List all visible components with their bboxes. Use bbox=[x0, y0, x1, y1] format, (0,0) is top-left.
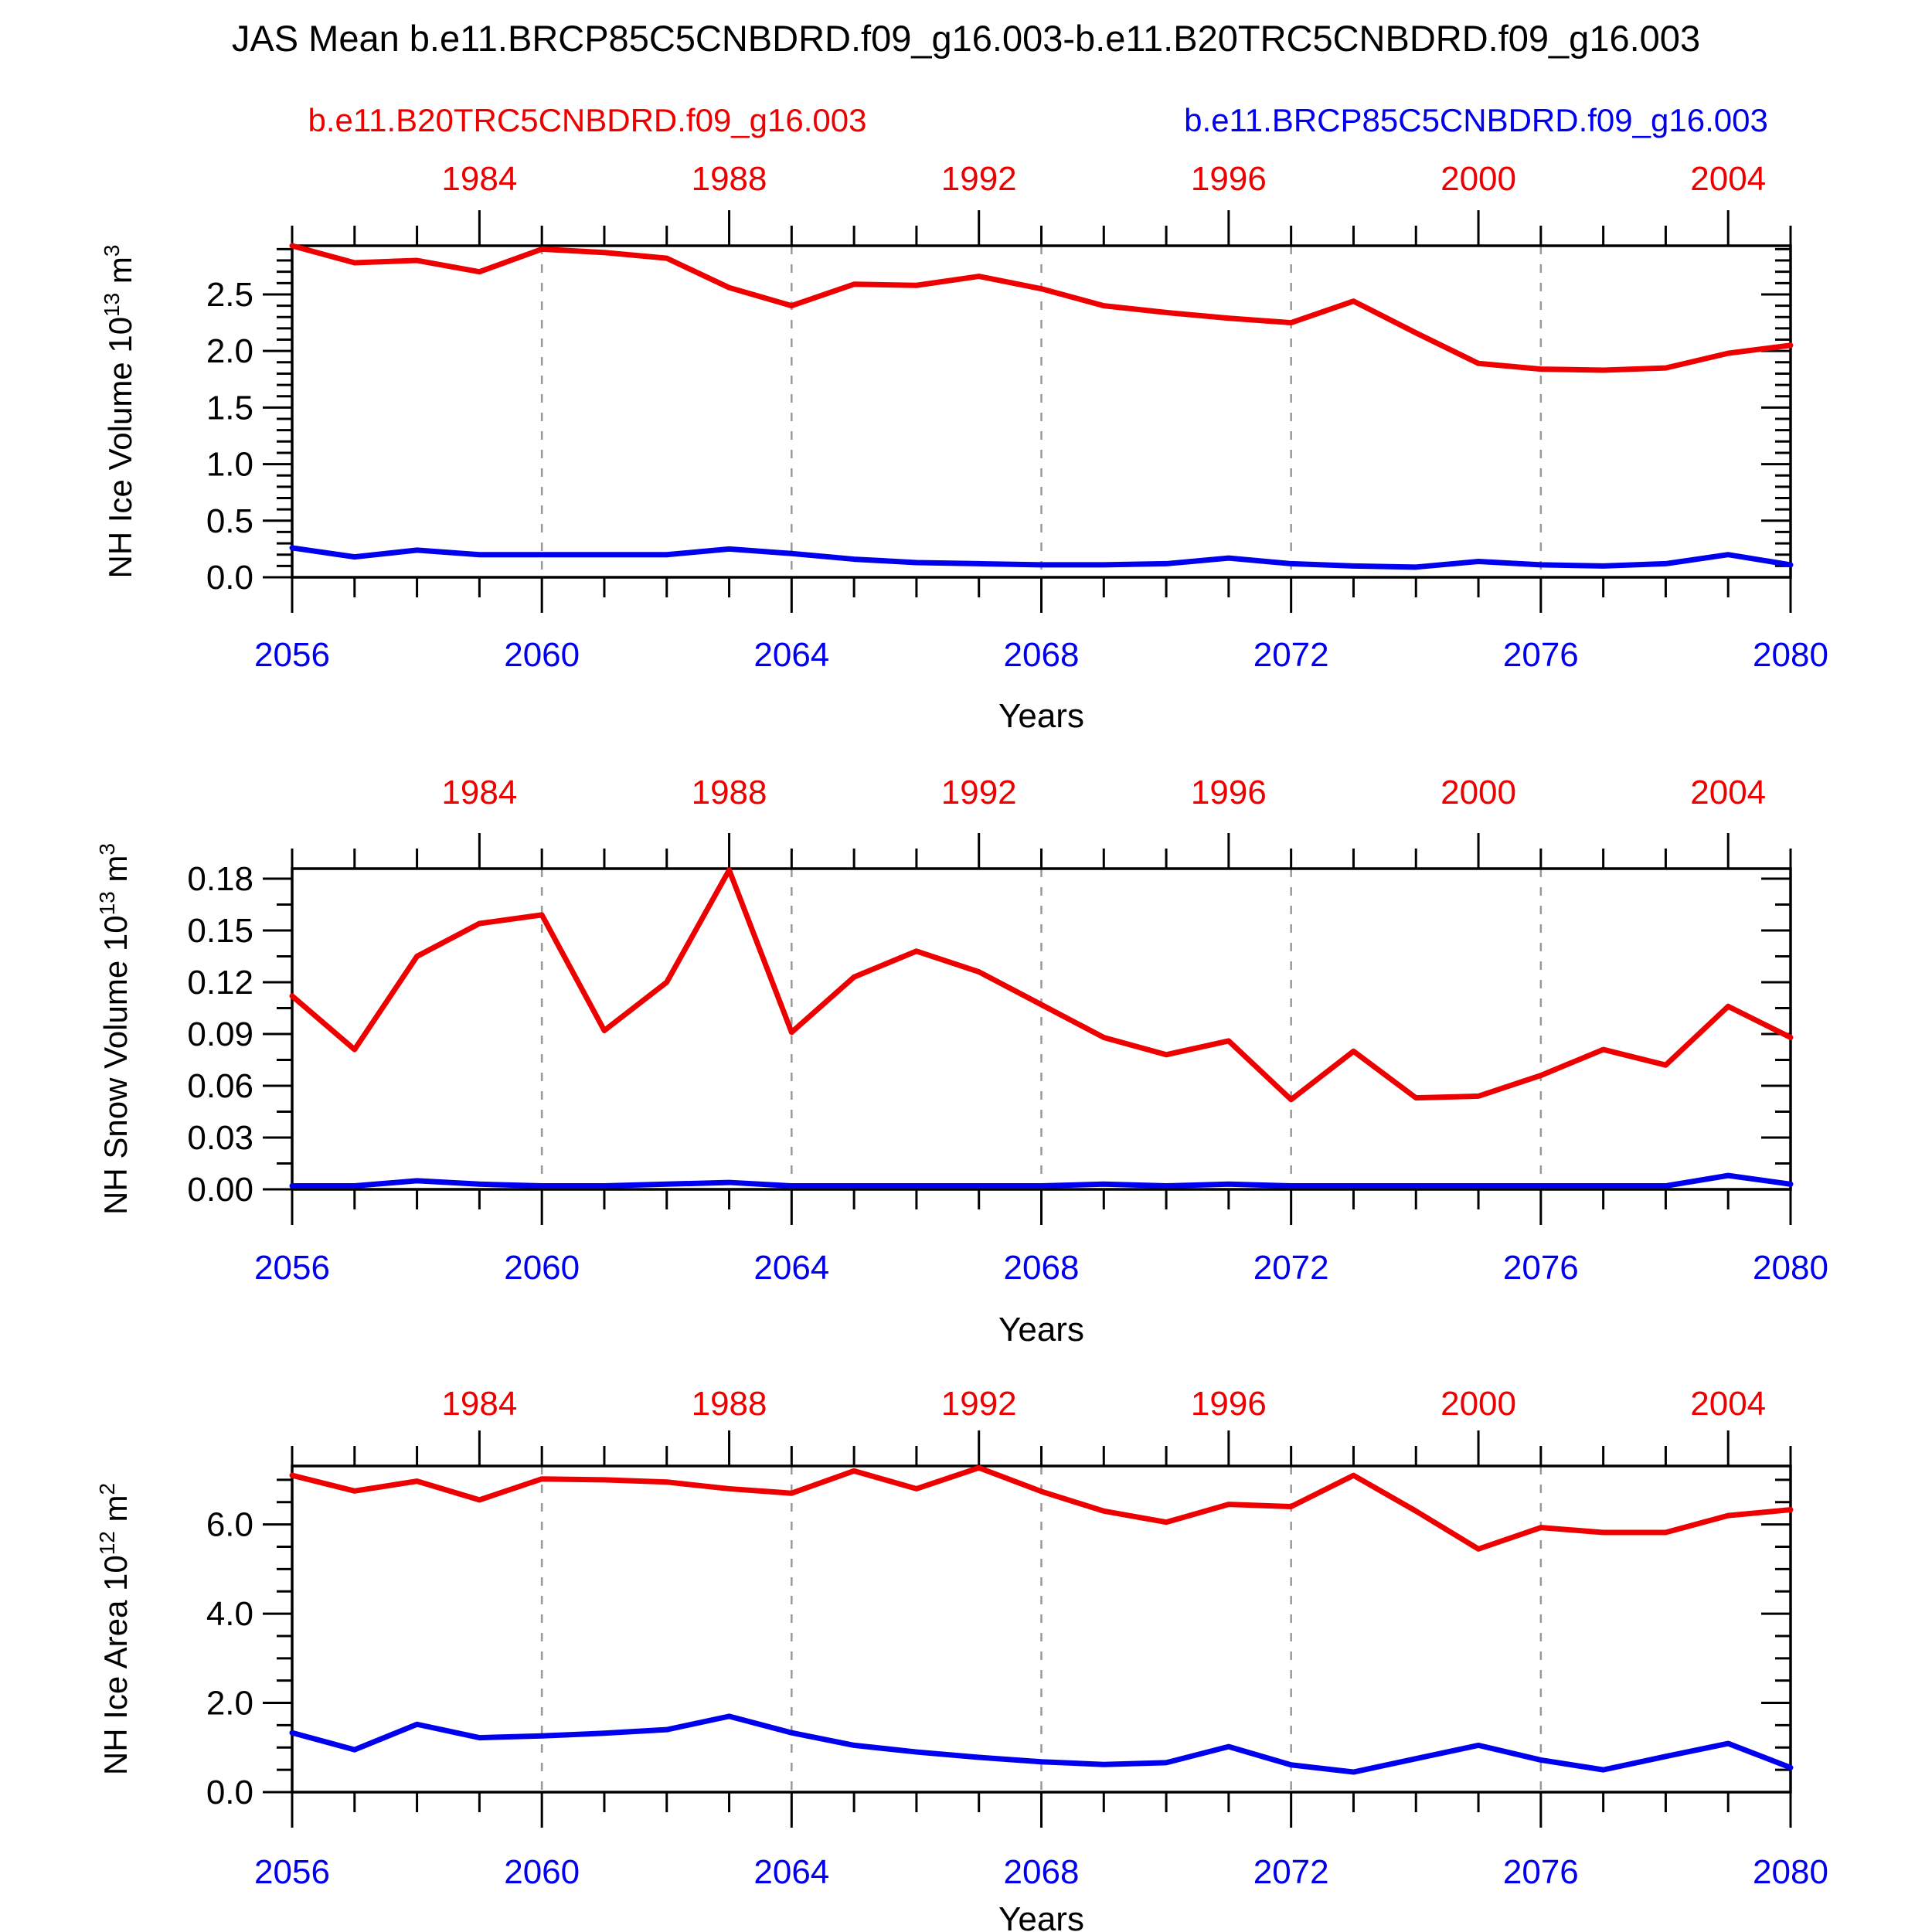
panel-2-bottom-axis-label: 2076 bbox=[1502, 1249, 1579, 1287]
panel-1-top-axis-label: 2004 bbox=[1690, 160, 1767, 198]
panel-3-bottom-axis-label: 2068 bbox=[1003, 1853, 1080, 1891]
panel-1-top-axis-label: 1988 bbox=[691, 160, 767, 198]
panel-2-yaxis-title: NH Snow Volume $10^{13}$ $m^3$ bbox=[95, 843, 134, 1215]
panel-2-ytick-label: 0.18 bbox=[187, 859, 253, 898]
panel-1-bottom-axis-label: 2060 bbox=[504, 636, 580, 674]
panel-3-top-axis-label: 2004 bbox=[1690, 1385, 1767, 1423]
panel-1-ytick-label: 0.5 bbox=[206, 502, 253, 540]
panel-2-series-blue bbox=[292, 1175, 1791, 1185]
panel-2-bottom-axis-label: 2068 bbox=[1003, 1249, 1080, 1287]
panel-2-xaxis-title: Years bbox=[998, 1311, 1084, 1349]
panel-3-bottom-axis-label: 2064 bbox=[753, 1853, 830, 1891]
panel-2-bottom-axis-label: 2064 bbox=[753, 1249, 830, 1287]
panel-3-ytick-label: 0.0 bbox=[206, 1774, 253, 1811]
panel-1-ytick-label: 1.5 bbox=[206, 389, 253, 427]
panel-1-top-axis-label: 1992 bbox=[940, 160, 1017, 198]
panel-3-top-axis-label: 1992 bbox=[940, 1385, 1017, 1423]
panel-2-top-axis-label: 1984 bbox=[441, 774, 518, 811]
panel-2-bottom-axis-label: 2080 bbox=[1753, 1249, 1828, 1287]
panel-2-ytick-label: 0.00 bbox=[187, 1171, 253, 1209]
panel-2-ytick-label: 0.03 bbox=[187, 1118, 253, 1157]
panel-2-bottom-axis-label: 2056 bbox=[254, 1249, 330, 1287]
panel-2-top-axis-label: 2000 bbox=[1440, 774, 1516, 811]
panel-3-bottom-axis-label: 2072 bbox=[1253, 1853, 1329, 1891]
panel-2-bottom-axis-label: 2060 bbox=[504, 1249, 580, 1287]
panel-3-bottom-axis-label: 2060 bbox=[504, 1853, 580, 1891]
panel-1-bottom-axis-label: 2056 bbox=[254, 636, 330, 674]
panel-1-ytick-label: 2.5 bbox=[206, 275, 253, 314]
panel-2-ytick-label: 0.12 bbox=[187, 963, 253, 1002]
panel-3-top-axis-label: 1988 bbox=[691, 1385, 767, 1423]
panel-3-bottom-axis-label: 2076 bbox=[1502, 1853, 1579, 1891]
panel-1-top-axis-label: 2000 bbox=[1440, 160, 1516, 198]
panel-3-ytick-label: 6.0 bbox=[206, 1505, 253, 1544]
panel-2-top-axis-label: 1996 bbox=[1190, 774, 1267, 811]
panel-2-ytick-label: 0.15 bbox=[187, 911, 253, 950]
chart-title: JAS Mean b.e11.BRCP85C5CNBDRD.f09_g16.003-b.e11.B20TRC5CNBDRD.f09_g16.003 bbox=[231, 18, 1701, 59]
panel-3-series-blue bbox=[292, 1716, 1791, 1772]
panel-1-bottom-axis-label: 2064 bbox=[753, 636, 830, 674]
panel-3-frame bbox=[292, 1466, 1791, 1792]
panel-2-ytick-label: 0.09 bbox=[187, 1015, 253, 1053]
panel-1-bottom-axis-label: 2068 bbox=[1003, 636, 1080, 674]
panel-1-bottom-axis-label: 2072 bbox=[1253, 636, 1329, 674]
panel-2 bbox=[95, 774, 1828, 1349]
panel-3 bbox=[95, 1385, 1828, 1932]
panel-1-top-axis-label: 1996 bbox=[1190, 160, 1267, 198]
panel-2-top-axis-label: 1992 bbox=[940, 774, 1017, 811]
panel-2-top-axis-label: 1988 bbox=[691, 774, 767, 811]
panel-1-bottom-axis-label: 2080 bbox=[1753, 636, 1828, 674]
panel-1-ytick-label: 1.0 bbox=[206, 445, 253, 484]
panel-3-ytick-label: 2.0 bbox=[206, 1684, 253, 1723]
legend-label-blue-series: b.e11.BRCP85C5CNBDRD.f09_g16.003 bbox=[1184, 102, 1768, 138]
panel-3-bottom-axis-label: 2080 bbox=[1753, 1853, 1828, 1891]
panel-1-top-axis-label: 1984 bbox=[441, 160, 518, 198]
panel-3-xaxis-title: Years bbox=[998, 1900, 1084, 1932]
panel-1 bbox=[100, 160, 1828, 735]
panel-1-ytick-label: 2.0 bbox=[206, 332, 253, 371]
panel-2-ytick-label: 0.06 bbox=[187, 1066, 253, 1105]
legend-label-red-series: b.e11.B20TRC5CNBDRD.f09_g16.003 bbox=[308, 102, 867, 138]
panel-3-top-axis-label: 1996 bbox=[1190, 1385, 1267, 1423]
panel-3-top-axis-label: 1984 bbox=[441, 1385, 518, 1423]
panel-1-yaxis-title: NH Ice Volume $10^{13}$ $m^3$ bbox=[100, 244, 138, 579]
panel-1-bottom-axis-label: 2076 bbox=[1502, 636, 1579, 674]
panel-3-bottom-axis-label: 2056 bbox=[254, 1853, 330, 1891]
panel-3-ytick-label: 4.0 bbox=[206, 1595, 253, 1634]
panel-1-xaxis-title: Years bbox=[998, 697, 1084, 735]
panel-2-bottom-axis-label: 2072 bbox=[1253, 1249, 1329, 1287]
panel-3-yaxis-title: NH Ice Area $10^{12}$ $m^2$ bbox=[95, 1482, 134, 1776]
panel-2-top-axis-label: 2004 bbox=[1690, 774, 1767, 811]
panel-1-ytick-label: 0.0 bbox=[206, 559, 253, 597]
panel-3-top-axis-label: 2000 bbox=[1440, 1385, 1516, 1423]
